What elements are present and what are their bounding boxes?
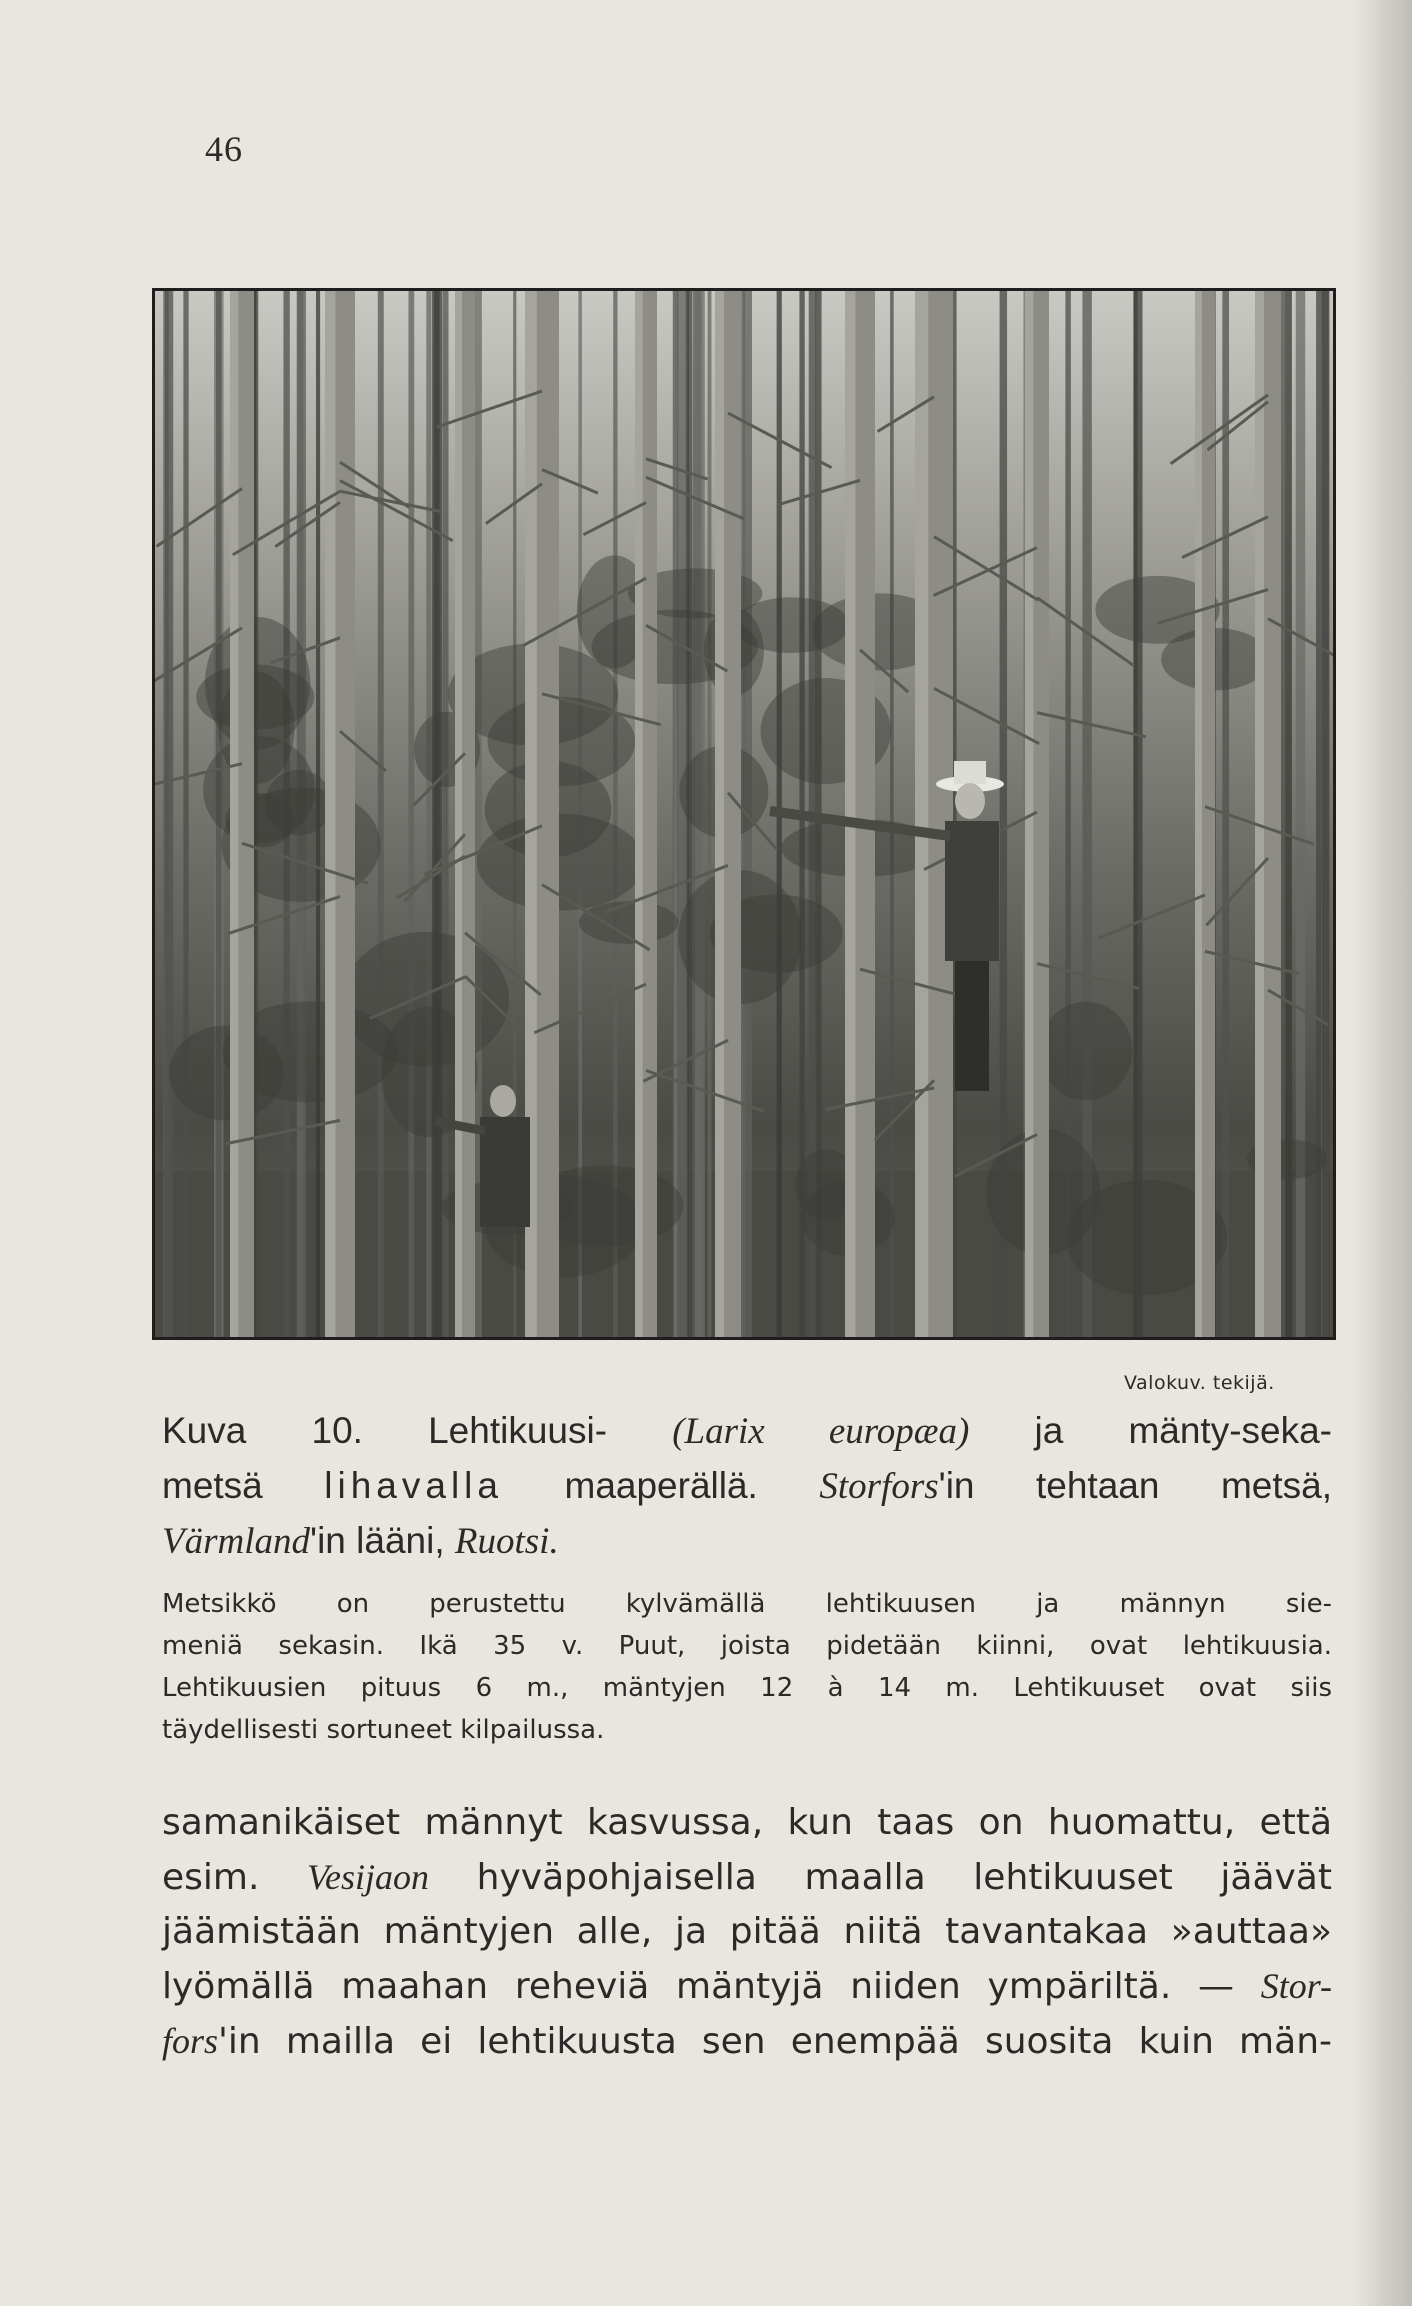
forest-illustration xyxy=(155,291,1333,1337)
tree-trunk xyxy=(165,291,173,1337)
caption-line-2 xyxy=(162,1459,1332,1514)
caption-text: metsä xyxy=(162,1465,263,1506)
foliage-shadow xyxy=(1039,1002,1132,1101)
caption-line-3 xyxy=(162,1514,1332,1569)
body-place-name: fors xyxy=(162,2021,219,2061)
tree-trunk xyxy=(434,291,442,1337)
body-text: esim. xyxy=(162,1857,260,1898)
tree-trunk-highlight xyxy=(715,291,724,1337)
body-text: lyömällä maahan reheviä mäntyjä niiden ympäriltä. — xyxy=(162,1966,1234,2007)
caption-note-line: Lehtikuusien pituus 6 m., mäntyjen 12 à 14 m. Lehtikuuset ovat siis xyxy=(162,1673,1332,1703)
tree-trunk-highlight xyxy=(845,291,856,1337)
caption-note-line: täydellisesti sortuneet kilpailussa. xyxy=(162,1715,605,1745)
body-line-2 xyxy=(162,1850,1332,1905)
tree-trunk xyxy=(1285,291,1292,1337)
body-line-4 xyxy=(162,1959,1332,2014)
body-line-3: jäämistään mäntyjen alle, ja pitää niitä tavantakaa »auttaa» xyxy=(162,1911,1332,1952)
foliage-shadow xyxy=(205,617,310,749)
caption-figure-label: Kuva 10. Lehtikuusi- xyxy=(162,1410,608,1451)
tree-trunk xyxy=(1134,291,1143,1337)
page-edge-shadow xyxy=(1352,0,1412,2306)
caption-note xyxy=(162,1583,1332,1751)
caption-emphasis: lihavalla xyxy=(324,1465,503,1506)
caption-note-line: Metsikkö on perustettu kylvämällä lehtikuusen ja männyn sie- xyxy=(162,1589,1332,1619)
body-place-name: Vesijaon xyxy=(307,1857,430,1897)
body-line-5 xyxy=(162,2014,1332,2069)
forest-photograph xyxy=(152,288,1336,1340)
caption-text: 'in tehtaan metsä, xyxy=(938,1465,1332,1506)
tree-trunk xyxy=(952,291,956,1337)
caption-place-name: Storfors xyxy=(819,1466,939,1507)
tree-trunk-highlight xyxy=(230,291,238,1337)
tree-branch xyxy=(1098,895,1205,938)
caption-text: maaperällä. xyxy=(564,1465,758,1506)
person-head xyxy=(955,783,985,819)
tree-trunk xyxy=(408,291,414,1337)
body-line-1: samanikäiset männyt kasvussa, kun taas on huomattu, että xyxy=(162,1802,1332,1843)
person-body xyxy=(480,1117,530,1227)
tree-trunk xyxy=(890,291,894,1337)
body-place-name: Stor- xyxy=(1260,1966,1332,2006)
caption-place-name: Värmland xyxy=(162,1521,310,1562)
caption-line-1 xyxy=(162,1404,1332,1459)
figure-caption xyxy=(162,1404,1332,1569)
tree-branch xyxy=(1171,395,1268,464)
person-head xyxy=(490,1085,516,1117)
photo-credit: Valokuv. tekijä. xyxy=(1124,1372,1275,1394)
tree-trunk-highlight xyxy=(325,291,336,1337)
tree-trunk xyxy=(183,291,188,1337)
tree-trunk xyxy=(674,291,678,1337)
tree-trunk-highlight xyxy=(1195,291,1202,1337)
tree-trunk xyxy=(442,291,448,1337)
caption-note-line: meniä sekasin. Ikä 35 v. Puut, joista pidetään kiinni, ovat lehtikuusia. xyxy=(162,1631,1332,1661)
tree-trunk-highlight xyxy=(635,291,643,1337)
body-text: hyväpohjaisella maalla lehtikuuset jäävät xyxy=(476,1857,1332,1898)
tree-trunk xyxy=(1296,291,1305,1337)
tree-trunk-highlight xyxy=(455,291,462,1337)
tree-trunk-highlight xyxy=(915,291,928,1337)
tree-trunk xyxy=(426,291,431,1337)
caption-text: ja mänty-seka- xyxy=(1034,1410,1333,1451)
tree-trunk xyxy=(378,291,384,1337)
person-hat-icon xyxy=(954,761,986,784)
body-paragraph xyxy=(162,1796,1332,2069)
body-text: 'in mailla ei lehtikuusta sen enempää suosita kuin män- xyxy=(218,2021,1332,2062)
person-legs xyxy=(955,961,989,1091)
caption-text: 'in lääni, xyxy=(310,1520,445,1561)
person-body xyxy=(945,821,999,961)
caption-country-name: Ruotsi. xyxy=(454,1521,559,1562)
tree-trunk-highlight xyxy=(1255,291,1264,1337)
tree-trunk xyxy=(1322,291,1330,1337)
page-number: 46 xyxy=(205,129,243,169)
caption-latin-name: (Larix europæa) xyxy=(672,1411,970,1452)
